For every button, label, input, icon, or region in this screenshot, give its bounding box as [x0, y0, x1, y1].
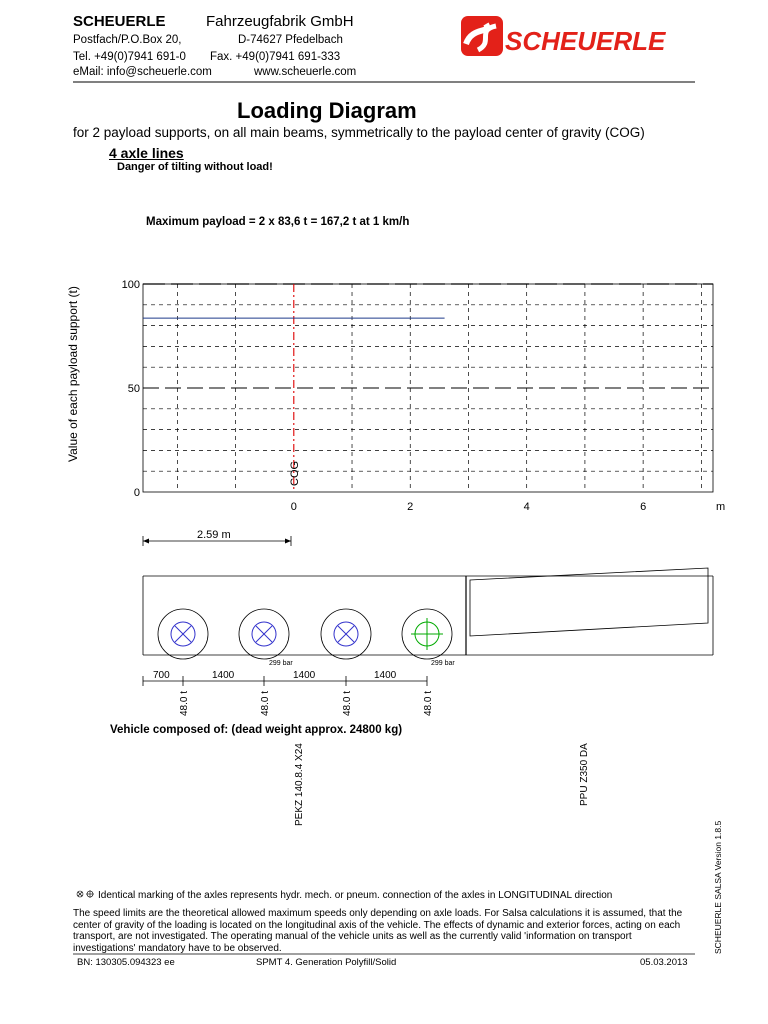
axle-load-3: 48.0 t: [342, 690, 353, 716]
x-tick-label: 6: [640, 501, 647, 513]
x-unit-label: m: [716, 501, 726, 513]
tel: Tel. +49(0)7941 691-0: [73, 51, 186, 63]
dimension-arrow-left: [143, 539, 149, 544]
unit-label-ppu: PPU Z350 DA: [579, 743, 590, 806]
city: D-74627 Pfedelbach: [238, 34, 343, 46]
spacing-2: 1400: [212, 670, 235, 681]
company-type: Fahrzeugfabrik GmbH: [206, 13, 354, 30]
dimension-label: 2.59 m: [197, 529, 231, 541]
fax: Fax. +49(0)7941 691-333: [210, 51, 341, 63]
spacing-3: 1400: [293, 670, 316, 681]
speed-note: The speed limits are the theoretical allowed maximum speeds only depending on axle loads. For Salsa calculations it is assumed, that the center of gravity of the loading is located on the longitudinal axis of the vehicle. The effects of dynamic and exterior forces, acting on each transport, are not investigated. The operating manual of the vehicle units as well as the currently valid 'information on transport investigations' mandatory have to be observed.: [73, 908, 683, 954]
footer-bn: BN: 130305.094323 ee: [77, 957, 175, 968]
chart-ylabel: Value of each payload support (t): [66, 286, 80, 462]
axle-2-wheel: [239, 609, 289, 659]
connection-marking-icon: [77, 890, 94, 898]
axle-4-wheel: [402, 609, 452, 659]
footer-date: 05.03.2013: [640, 957, 688, 968]
website: www.scheuerle.com: [254, 66, 357, 78]
axle-lines-heading: 4 axle lines: [109, 145, 184, 161]
vehicle-composed: Vehicle composed of: (dead weight approx. 24800 kg): [110, 724, 403, 736]
email: eMail: info@scheuerle.com: [73, 66, 212, 78]
y-tick-label: 0: [133, 487, 140, 499]
y-tick-label: 100: [121, 279, 140, 291]
software-version: SCHEUERLE SALSA Version 1.8.5: [713, 820, 723, 954]
pressure-label-1: 299 bar: [269, 660, 293, 667]
x-tick-label: 4: [523, 501, 530, 513]
axle-1-wheel: [158, 609, 208, 659]
marking-note: Identical marking of the axles represents hydr. mech. or pneum. connection of the axles in LONGITUDINAL direction: [98, 890, 613, 901]
axle-load-1: 48.0 t: [179, 690, 190, 716]
axle-load-4: 48.0 t: [423, 690, 434, 716]
y-tick-label: 50: [127, 383, 140, 395]
company-name: SCHEUERLE: [73, 13, 166, 30]
x-tick-label: 0: [290, 501, 297, 513]
axle-load-2: 48.0 t: [260, 690, 271, 716]
logo-text: SCHEUERLE: [505, 26, 666, 56]
dimension-arrow-right: [285, 539, 291, 544]
max-payload: Maximum payload = 2 x 83,6 t = 167,2 t at 1 km/h: [146, 216, 410, 228]
spacing-1: 700: [153, 670, 170, 681]
spacing-4: 1400: [374, 670, 397, 681]
footer-product: SPMT 4. Generation Polyfill/Solid: [256, 957, 397, 968]
postfach: Postfach/P.O.Box 20,: [73, 34, 182, 46]
subtitle: for 2 payload supports, on all main beams, symmetrically to the payload center of gravity (COG): [73, 125, 645, 140]
unit-label-pekz: PEKZ 140.8.4 X24: [294, 743, 305, 826]
axle-3-wheel: [321, 609, 371, 659]
page-title: Loading Diagram: [237, 98, 417, 123]
ppu-outline: [470, 568, 708, 636]
cog-label: COG: [288, 460, 301, 486]
tilt-warning: Danger of tilting without load!: [117, 161, 273, 173]
pressure-label-2: 299 bar: [431, 660, 455, 667]
x-tick-label: 2: [407, 501, 414, 513]
